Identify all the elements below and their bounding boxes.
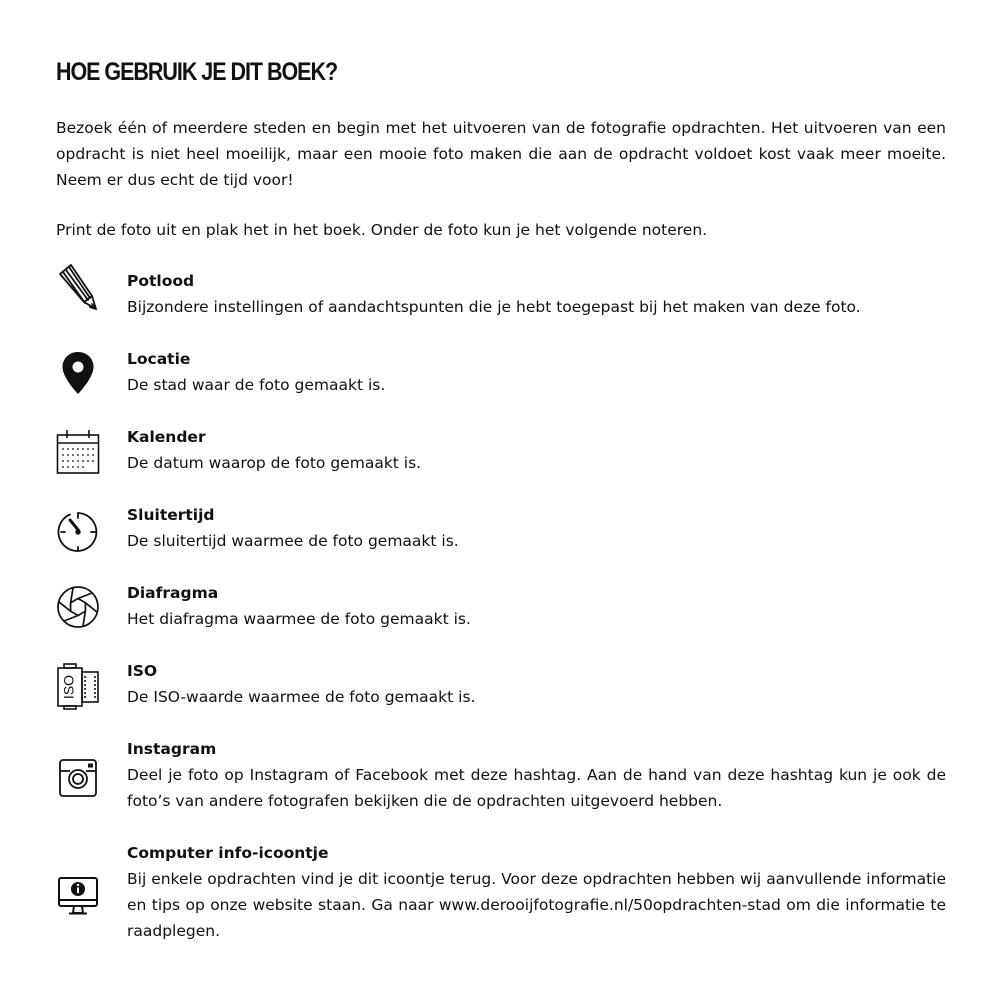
pencil-icon: [56, 264, 100, 312]
instagram-icon: [56, 754, 100, 802]
film-roll-iso-icon: [56, 662, 100, 710]
location-pin-icon: [56, 350, 100, 398]
legend-description: De ISO-waarde waarmee de foto gemaakt is.: [127, 688, 476, 706]
iso-icon-text: ISO: [60, 674, 77, 700]
legend-label: Sluitertijd: [127, 506, 215, 524]
legend-label: Potlood: [127, 272, 195, 290]
legend-description: Bijzondere instellingen of aandachtspunten die je hebt toegepast bij het maken van deze foto.: [127, 298, 861, 316]
intro-paragraph-2: Print de foto uit en plak het in het boek. Onder de foto kun je het volgende noteren.: [56, 221, 708, 239]
calendar-icon: [56, 428, 100, 476]
legend-label: ISO: [127, 662, 158, 680]
stopwatch-icon: [56, 506, 100, 554]
legend-label: Instagram: [127, 740, 217, 758]
legend-description: Het diafragma waarmee de foto gemaakt is.: [127, 610, 471, 628]
legend-description: De datum waarop de foto gemaakt is.: [127, 454, 422, 472]
legend-label: Computer info-icoontje: [127, 844, 329, 862]
legend-label: Locatie: [127, 350, 191, 368]
intro-paragraph-1: Bezoek één of meerdere steden en begin met het uitvoeren van de fotografie opdrachten. Het uitvoeren van een opdracht is niet heel moeilijk, maar een mooie foto maken die aan de opdracht voldoet kost vaak meer moeite. Neem er dus echt de tijd voor!: [56, 119, 946, 189]
legend-label: Kalender: [127, 428, 206, 446]
legend-label: Diafragma: [127, 584, 219, 602]
legend-description: Deel je foto op Instagram of Facebook met deze hashtag. Aan de hand van deze hashtag kun je ook de foto’s van andere fotografen bekijken die de opdrachten uitgevoerd hebben.: [127, 766, 946, 810]
legend-description: Bij enkele opdrachten vind je dit icoontje terug. Voor deze opdrachten hebben wij aanvullende informatie en tips op onze website staan. Ga naar www.derooijfotografie.nl/50opdrachten-stad om die informatie te raadplegen.: [127, 870, 946, 940]
legend-description: De stad waar de foto gemaakt is.: [127, 376, 386, 394]
computer-info-icon: [56, 870, 100, 918]
page-title: HOE GEBRUIK JE DIT BOEK?: [56, 58, 338, 86]
legend-description: De sluitertijd waarmee de foto gemaakt is.: [127, 532, 459, 550]
aperture-icon: [56, 583, 100, 631]
